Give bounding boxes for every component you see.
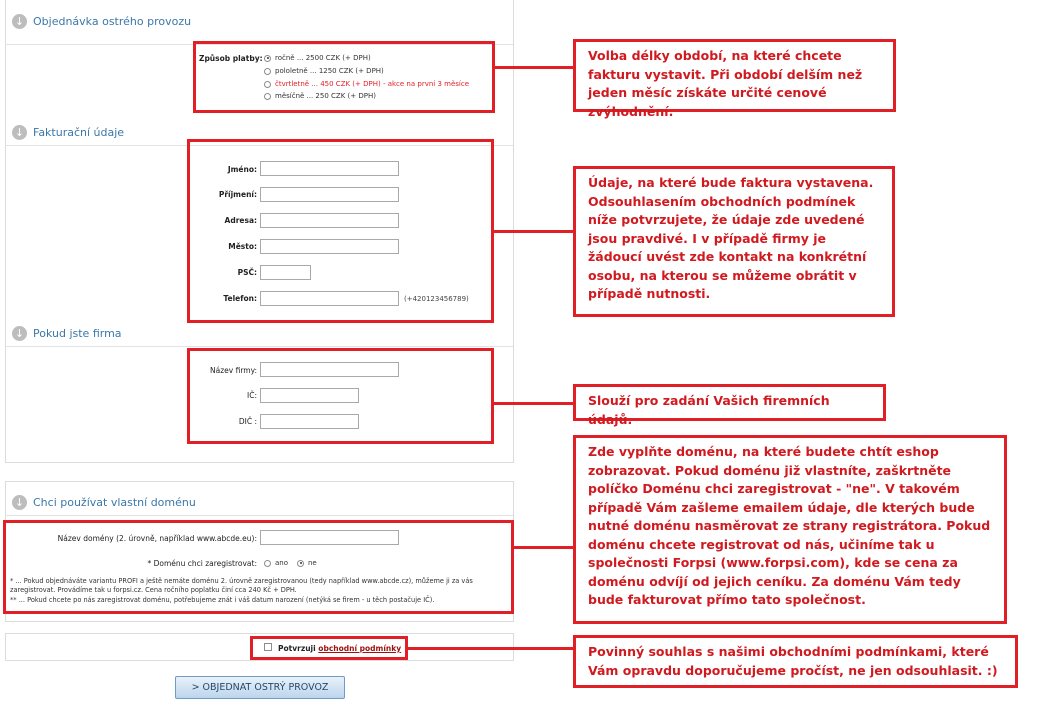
address-label: Adresa: xyxy=(224,216,257,225)
option-label: měsíčně ... 250 CZK (+ DPH) xyxy=(275,92,376,100)
divider xyxy=(6,346,513,347)
option-label: ano xyxy=(275,559,289,567)
connector-line xyxy=(494,402,573,405)
order-submit-button[interactable]: > OBJEDNAT OSTRÝ PROVOZ xyxy=(175,676,345,699)
section-header-billing[interactable] xyxy=(12,122,124,142)
divider xyxy=(6,515,513,516)
option-label: čtvrtletně ... 450 CZK (+ DPH) - akce na první 3 měsíce xyxy=(275,80,470,88)
section-header-domain[interactable] xyxy=(12,492,196,512)
arrow-down-icon: ↓ xyxy=(12,125,27,140)
agree-prefix: Potvrzuji xyxy=(278,644,316,653)
section-title: Fakturační údaje xyxy=(33,125,125,139)
annotation-frame-company xyxy=(187,348,494,444)
note-domain: Zde vyplňte doménu, na které budete chtít eshop zobrazovat. Pokud doménu již vlastníte, zaškrtněte políčko Doménu chci zaregistrovat - "ne". V takovém případě Vám zašleme emailem údaje, dle kterých bude nutné doménu nasměrovat ze strany registrátora. Pokud doménu chcete registrovat od nás, učiníme tak u společnosti Forpsi (www.forpsi.com), kde se cena za doménu odvíjí od jejich ceníku. Za doménu Vám tedy bude fakturovat přímo tato společnost. xyxy=(573,435,1007,624)
payment-label: Způsob platby: xyxy=(199,54,263,63)
arrow-down-icon: ↓ xyxy=(12,326,27,341)
section-header-order[interactable] xyxy=(12,11,191,31)
connector-line xyxy=(408,647,573,650)
domain-footnote-2: ** ... Pokud chcete po nás zaregistrovat doménu, potřebujeme znát i váš datum narození (netýká se firem - u těch postačuje IČ). xyxy=(10,596,435,604)
annotation-frame-billing xyxy=(187,139,494,323)
note-payment-period: Volba délky období, na které chcete fakturu vystavit. Při období delším než jeden měsíc získáte určité cenové zvýhodnění. xyxy=(573,39,896,112)
annotation-frame-agree xyxy=(250,636,408,660)
section-title: Pokud jste firma xyxy=(33,326,122,340)
option-label: pololetně ... 1250 CZK (+ DPH) xyxy=(275,67,384,75)
zip-label: PSČ: xyxy=(237,268,257,277)
domain-footnote-1: * ... Pokud objednáváte variantu PROFI a ještě nemáte doménu 2. úrovně zaregistrovanou (tedy například www.abcde.cz), můžeme ji za vás zaregistrovat. Provádíme tak u forpsi.cz. Cena ročního poplatku činí cca 240 Kč + DPH. xyxy=(10,577,473,594)
terms-link[interactable]: obchodní podmínky xyxy=(318,644,402,653)
note-company: Slouží pro zadání Vašich firemních údajů. xyxy=(573,384,886,421)
surname-label: Příjmení: xyxy=(218,190,257,199)
connector-line xyxy=(494,230,573,233)
section-title: Chci používat vlastní doménu xyxy=(33,495,196,509)
arrow-down-icon: ↓ xyxy=(12,14,27,29)
connector-line xyxy=(495,66,573,69)
arrow-down-icon: ↓ xyxy=(12,495,27,510)
connector-line xyxy=(514,546,573,549)
option-label: ne xyxy=(308,559,317,567)
phone-label: Telefon: xyxy=(223,294,257,303)
section-header-company[interactable] xyxy=(12,323,122,343)
annotation-frame-domain xyxy=(3,520,514,614)
note-billing: Údaje, na které bude faktura vystavena. Odsouhlasením obchodních podmínek níže potvrzujete, že údaje zde uvedené jsou pravdivé. I v případě firmy je žádoucí uvést zde kontakt na konkrétní osobu, na kterou se můžeme obrátit v případě nutnosti. xyxy=(573,166,895,317)
option-label: ročně ... 2500 CZK (+ DPH) xyxy=(275,54,371,62)
note-agree: Povinný souhlas s našimi obchodními podmínkami, které Vám opravdu doporučujeme pročíst, ne jen odsouhlasit. :) xyxy=(573,635,1018,688)
city-label: Město: xyxy=(228,242,257,251)
company-name-label: Název firmy: xyxy=(210,366,257,375)
phone-hint: (+420123456789) xyxy=(404,295,469,303)
ic-label: IČ: xyxy=(247,391,257,400)
name-label: Jméno: xyxy=(227,165,257,174)
annotation-frame-payment xyxy=(193,41,495,113)
domain-register-label: * Doménu chci zaregistrovat: xyxy=(147,559,257,568)
dic-label: DIČ : xyxy=(238,417,257,426)
domain-name-label: Název domény (2. úrovně, například www.abcde.eu): xyxy=(57,534,257,543)
section-title: Objednávka ostrého provozu xyxy=(33,14,192,28)
